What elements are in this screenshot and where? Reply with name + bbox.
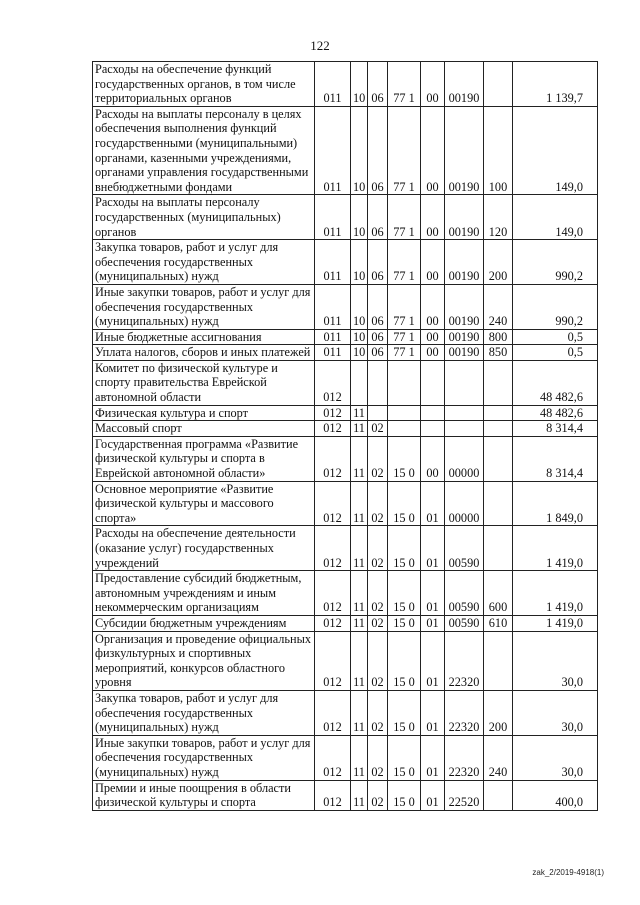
cell-direction: 00190 — [445, 345, 484, 361]
cell-direction: 22320 — [445, 631, 484, 690]
cell-subprogram: 00 — [421, 195, 445, 240]
cell-ministry-code: 012 — [315, 615, 351, 631]
cell-subprogram: 00 — [421, 436, 445, 481]
cell-section: 11 — [351, 735, 368, 780]
cell-subsection: 06 — [368, 195, 388, 240]
cell-amount: 30,0 — [513, 735, 598, 780]
cell-ministry-code: 012 — [315, 436, 351, 481]
cell-amount: 8 314,4 — [513, 436, 598, 481]
cell-name: Уплата налогов, сборов и иных платежей — [93, 345, 315, 361]
cell-subprogram: 01 — [421, 735, 445, 780]
cell-direction: 00000 — [445, 481, 484, 526]
cell-subprogram: 01 — [421, 780, 445, 810]
cell-direction: 00190 — [445, 329, 484, 345]
cell-program: 77 1 — [388, 284, 421, 329]
cell-name: Премии и иные поощрения в области физической культуры и спорта — [93, 780, 315, 810]
table-row — [93, 421, 598, 437]
cell-direction: 22320 — [445, 735, 484, 780]
cell-program: 15 0 — [388, 780, 421, 810]
cell-subprogram: 01 — [421, 481, 445, 526]
cell-amount: 990,2 — [513, 284, 598, 329]
cell-section — [351, 360, 368, 405]
cell-expense-type: 610 — [484, 615, 513, 631]
cell-section: 11 — [351, 481, 368, 526]
table-row — [93, 631, 598, 690]
cell-name: Иные закупки товаров, работ и услуг для обеспечения государственных (муниципальных) нужд — [93, 735, 315, 780]
cell-section: 10 — [351, 345, 368, 361]
cell-name: Основное мероприятие «Развитие физической культуры и массового спорта» — [93, 481, 315, 526]
cell-section: 10 — [351, 106, 368, 195]
cell-name: Расходы на выплаты персоналу в целях обеспечения выполнения функций государственными (муниципальными) органами, казенными учреждениями, органами управления государственными внебюджетными фондами — [93, 106, 315, 195]
cell-ministry-code: 012 — [315, 690, 351, 735]
cell-subprogram: 00 — [421, 329, 445, 345]
cell-amount: 990,2 — [513, 240, 598, 285]
cell-subprogram: 00 — [421, 284, 445, 329]
cell-section: 11 — [351, 690, 368, 735]
cell-direction: 00190 — [445, 62, 484, 107]
table-row — [93, 436, 598, 481]
cell-program: 15 0 — [388, 436, 421, 481]
cell-section: 10 — [351, 240, 368, 285]
cell-direction — [445, 405, 484, 421]
cell-name: Субсидии бюджетным учреждениям — [93, 615, 315, 631]
cell-program: 15 0 — [388, 690, 421, 735]
cell-subsection: 02 — [368, 615, 388, 631]
table-row — [93, 284, 598, 329]
table-row — [93, 615, 598, 631]
cell-amount: 30,0 — [513, 690, 598, 735]
cell-direction: 00590 — [445, 615, 484, 631]
cell-name: Закупка товаров, работ и услуг для обеспечения государственных (муниципальных) нужд — [93, 240, 315, 285]
cell-subsection — [368, 405, 388, 421]
cell-subsection: 02 — [368, 421, 388, 437]
cell-subsection: 06 — [368, 62, 388, 107]
cell-ministry-code: 011 — [315, 284, 351, 329]
cell-expense-type — [484, 360, 513, 405]
cell-name: Расходы на обеспечение деятельности (оказание услуг) государственных учреждений — [93, 526, 315, 571]
cell-program: 15 0 — [388, 571, 421, 616]
cell-subsection: 02 — [368, 631, 388, 690]
cell-ministry-code: 012 — [315, 735, 351, 780]
cell-amount: 1 419,0 — [513, 526, 598, 571]
cell-direction — [445, 360, 484, 405]
cell-subsection: 02 — [368, 481, 388, 526]
cell-ministry-code: 011 — [315, 240, 351, 285]
cell-program — [388, 421, 421, 437]
cell-section: 11 — [351, 421, 368, 437]
table-row — [93, 329, 598, 345]
cell-subsection: 06 — [368, 240, 388, 285]
cell-ministry-code: 012 — [315, 631, 351, 690]
cell-program: 15 0 — [388, 481, 421, 526]
budget-table — [92, 61, 598, 811]
cell-expense-type — [484, 405, 513, 421]
cell-direction: 22320 — [445, 690, 484, 735]
table-row — [93, 780, 598, 810]
cell-expense-type: 200 — [484, 690, 513, 735]
cell-ministry-code: 011 — [315, 62, 351, 107]
cell-direction: 00190 — [445, 195, 484, 240]
cell-subprogram: 00 — [421, 62, 445, 107]
cell-subsection — [368, 360, 388, 405]
cell-name: Иные закупки товаров, работ и услуг для обеспечения государственных (муниципальных) нужд — [93, 284, 315, 329]
cell-subsection: 06 — [368, 345, 388, 361]
cell-program: 77 1 — [388, 195, 421, 240]
cell-amount: 149,0 — [513, 106, 598, 195]
cell-expense-type — [484, 481, 513, 526]
table-row — [93, 405, 598, 421]
cell-expense-type: 200 — [484, 240, 513, 285]
cell-subprogram: 01 — [421, 571, 445, 616]
cell-expense-type — [484, 421, 513, 437]
cell-expense-type — [484, 631, 513, 690]
cell-program: 77 1 — [388, 329, 421, 345]
cell-subprogram: 01 — [421, 526, 445, 571]
cell-expense-type: 100 — [484, 106, 513, 195]
cell-section: 11 — [351, 631, 368, 690]
table-row — [93, 571, 598, 616]
cell-expense-type — [484, 436, 513, 481]
cell-program — [388, 405, 421, 421]
cell-section: 10 — [351, 62, 368, 107]
cell-subsection: 02 — [368, 571, 388, 616]
cell-expense-type: 240 — [484, 735, 513, 780]
cell-name: Предоставление субсидий бюджетным, автономным учреждениям и иным некоммерческим организациям — [93, 571, 315, 616]
table-row — [93, 526, 598, 571]
cell-amount: 149,0 — [513, 195, 598, 240]
cell-direction: 00190 — [445, 284, 484, 329]
cell-subprogram: 00 — [421, 106, 445, 195]
cell-section: 11 — [351, 405, 368, 421]
cell-name: Закупка товаров, работ и услуг для обеспечения государственных (муниципальных) нужд — [93, 690, 315, 735]
table-row — [93, 690, 598, 735]
cell-subsection: 02 — [368, 735, 388, 780]
cell-name: Комитет по физической культуре и спорту правительства Еврейской автономной области — [93, 360, 315, 405]
cell-expense-type: 800 — [484, 329, 513, 345]
cell-subsection: 06 — [368, 329, 388, 345]
cell-section: 11 — [351, 436, 368, 481]
cell-amount: 48 482,6 — [513, 405, 598, 421]
cell-subprogram: 01 — [421, 690, 445, 735]
cell-amount: 0,5 — [513, 329, 598, 345]
cell-amount: 1 419,0 — [513, 615, 598, 631]
cell-amount: 1 419,0 — [513, 571, 598, 616]
cell-amount: 0,5 — [513, 345, 598, 361]
cell-ministry-code: 012 — [315, 571, 351, 616]
cell-ministry-code: 012 — [315, 405, 351, 421]
cell-subprogram — [421, 405, 445, 421]
cell-name: Физическая культура и спорт — [93, 405, 315, 421]
cell-ministry-code: 012 — [315, 481, 351, 526]
cell-direction — [445, 421, 484, 437]
cell-direction: 22520 — [445, 780, 484, 810]
table-row — [93, 345, 598, 361]
cell-program — [388, 360, 421, 405]
cell-name: Иные бюджетные ассигнования — [93, 329, 315, 345]
cell-subprogram: 00 — [421, 240, 445, 285]
table-row — [93, 106, 598, 195]
table-row — [93, 735, 598, 780]
cell-name: Государственная программа «Развитие физической культуры и спорта в Еврейской автономной области» — [93, 436, 315, 481]
cell-program: 77 1 — [388, 106, 421, 195]
page-number: 122 — [310, 38, 330, 53]
cell-direction: 00190 — [445, 240, 484, 285]
cell-subprogram — [421, 421, 445, 437]
cell-amount: 1 139,7 — [513, 62, 598, 107]
cell-program: 77 1 — [388, 345, 421, 361]
cell-subprogram — [421, 360, 445, 405]
cell-section: 10 — [351, 195, 368, 240]
cell-direction: 00190 — [445, 106, 484, 195]
cell-ministry-code: 012 — [315, 780, 351, 810]
cell-expense-type — [484, 780, 513, 810]
table-row — [93, 195, 598, 240]
cell-section: 11 — [351, 526, 368, 571]
cell-expense-type: 120 — [484, 195, 513, 240]
cell-program: 77 1 — [388, 62, 421, 107]
cell-subprogram: 01 — [421, 615, 445, 631]
cell-subprogram: 00 — [421, 345, 445, 361]
cell-amount: 400,0 — [513, 780, 598, 810]
cell-section: 11 — [351, 780, 368, 810]
cell-direction: 00590 — [445, 526, 484, 571]
cell-subsection: 02 — [368, 690, 388, 735]
table-row — [93, 360, 598, 405]
cell-subsection: 02 — [368, 780, 388, 810]
cell-expense-type: 850 — [484, 345, 513, 361]
cell-section: 11 — [351, 571, 368, 616]
cell-name: Организация и проведение официальных физкультурных и спортивных мероприятий, конкурсов областного уровня — [93, 631, 315, 690]
cell-subsection: 02 — [368, 526, 388, 571]
cell-ministry-code: 012 — [315, 421, 351, 437]
table-row — [93, 62, 598, 107]
cell-subsection: 06 — [368, 106, 388, 195]
cell-ministry-code: 011 — [315, 345, 351, 361]
table-body — [93, 62, 598, 811]
cell-expense-type — [484, 526, 513, 571]
cell-ministry-code: 011 — [315, 329, 351, 345]
cell-ministry-code: 011 — [315, 195, 351, 240]
cell-expense-type — [484, 62, 513, 107]
cell-direction: 00590 — [445, 571, 484, 616]
table-row — [93, 240, 598, 285]
cell-program: 15 0 — [388, 615, 421, 631]
table-row — [93, 481, 598, 526]
cell-ministry-code: 012 — [315, 360, 351, 405]
cell-section: 10 — [351, 284, 368, 329]
cell-program: 15 0 — [388, 526, 421, 571]
document-code: zak_2/2019-4918(1) — [532, 868, 604, 877]
cell-amount: 30,0 — [513, 631, 598, 690]
cell-expense-type: 240 — [484, 284, 513, 329]
cell-subsection: 02 — [368, 436, 388, 481]
cell-ministry-code: 012 — [315, 526, 351, 571]
cell-ministry-code: 011 — [315, 106, 351, 195]
cell-amount: 48 482,6 — [513, 360, 598, 405]
cell-program: 15 0 — [388, 631, 421, 690]
cell-name: Расходы на обеспечение функций государственных органов, в том числе территориальных органов — [93, 62, 315, 107]
cell-expense-type: 600 — [484, 571, 513, 616]
cell-section: 11 — [351, 615, 368, 631]
cell-subsection: 06 — [368, 284, 388, 329]
cell-amount: 8 314,4 — [513, 421, 598, 437]
cell-direction: 00000 — [445, 436, 484, 481]
cell-amount: 1 849,0 — [513, 481, 598, 526]
cell-subprogram: 01 — [421, 631, 445, 690]
cell-program: 77 1 — [388, 240, 421, 285]
cell-name: Расходы на выплаты персоналу государственных (муниципальных) органов — [93, 195, 315, 240]
cell-program: 15 0 — [388, 735, 421, 780]
cell-section: 10 — [351, 329, 368, 345]
cell-name: Массовый спорт — [93, 421, 315, 437]
